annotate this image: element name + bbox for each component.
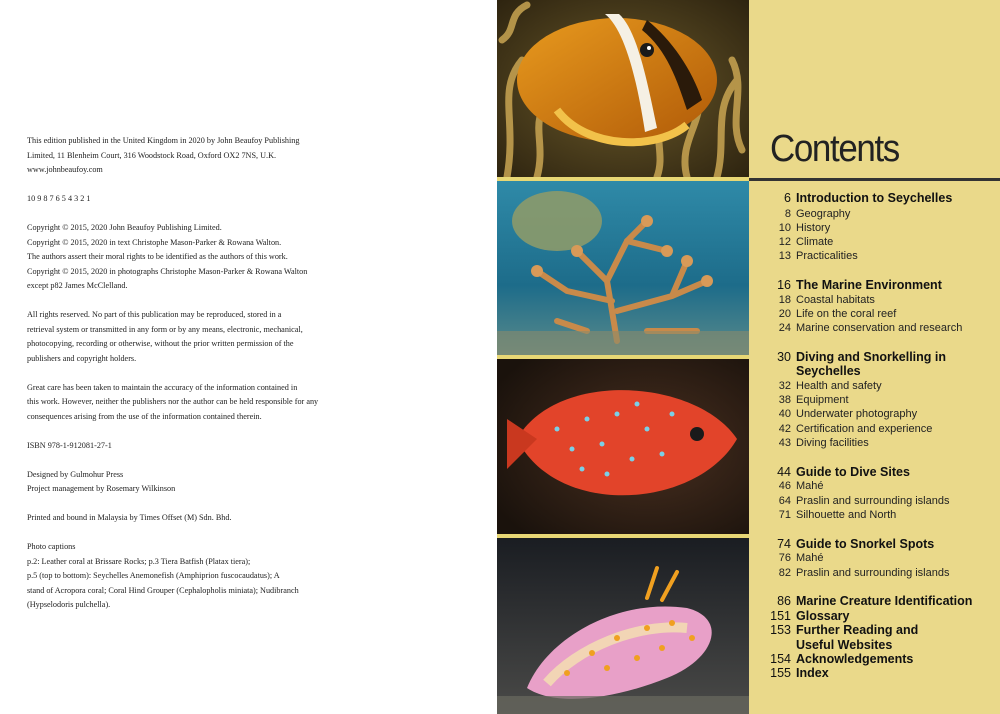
contents-section	[749, 666, 1000, 681]
page-number: 42	[778, 423, 791, 435]
imprint-paragraph	[27, 511, 347, 526]
contents-subsection	[749, 307, 1000, 322]
contents-section	[749, 609, 1000, 624]
entry-title: Diving facilities	[796, 437, 869, 449]
contents-subsection	[749, 379, 1000, 394]
imprint-line: stand of Acropora coral; Coral Hind Grouper (Cephalopholis miniata); Nudibranch	[27, 585, 299, 595]
contents-section	[749, 638, 1000, 653]
entry-title: Acknowledgements	[796, 652, 914, 666]
imprint-page	[0, 0, 497, 714]
anemonefish-photo	[497, 0, 749, 177]
photo-column	[497, 0, 749, 714]
imprint-line: photocopying, recording or otherwise, without the prior written permission of the	[27, 339, 294, 348]
entry-title: Health and safety	[796, 380, 882, 392]
entry-title: Introduction to Seychelles	[796, 191, 953, 205]
contents-section	[749, 350, 1000, 365]
coral-photo	[497, 181, 749, 355]
imprint-paragraph	[27, 439, 347, 454]
imprint-line: Printed and bound in Malaysia by Times Offset (M) Sdn. Bhd.	[27, 513, 232, 522]
grouper-photo	[497, 359, 749, 534]
entry-title: Seychelles	[796, 364, 861, 378]
entry-title: History	[796, 222, 831, 234]
contents-section	[749, 652, 1000, 667]
contents-subsection	[749, 436, 1000, 451]
imprint-line: Photo captions	[27, 542, 76, 551]
entry-title: Mahé	[796, 552, 824, 564]
imprint-line: Designed by Gulmohur Press	[27, 469, 124, 479]
imprint-line: (Hypselodoris pulchella).	[27, 600, 111, 609]
page-number: 71	[778, 509, 791, 521]
imprint-paragraph	[27, 381, 347, 425]
contents-subsection	[749, 566, 1000, 581]
contents-section	[749, 364, 1000, 379]
imprint-line: Copyright © 2015, 2020 John Beaufoy Publishing Limited.	[27, 223, 222, 232]
page-number: 12	[778, 236, 791, 248]
page-number: 74	[777, 537, 791, 551]
imprint-line: retrieval system or transmitted in any form or by any means, electronic, mechanical,	[27, 324, 303, 334]
page-number: 16	[777, 278, 791, 292]
imprint-line: Copyright © 2015, 2020 in text Christophe Mason-Parker & Rowana Walton.	[27, 237, 282, 247]
entry-title: Useful Websites	[796, 638, 893, 652]
entry-title: Praslin and surrounding islands	[796, 567, 950, 579]
contents-section	[749, 191, 1000, 206]
title-rule	[749, 178, 1000, 181]
imprint-line: Project management by Rosemary Wilkinson	[27, 484, 176, 493]
contents-page	[749, 0, 1000, 714]
page-number: 43	[778, 437, 791, 449]
entry-title: Life on the coral reef	[796, 308, 897, 320]
entry-title: Geography	[796, 208, 851, 220]
contents-subsection	[749, 479, 1000, 494]
page-number: 86	[777, 594, 791, 608]
contents-subsection	[749, 321, 1000, 336]
imprint-line: except p82 James McClelland.	[27, 281, 128, 290]
contents-subsection	[749, 235, 1000, 250]
page-number: 154	[770, 652, 791, 666]
entry-title: Underwater photography	[796, 408, 918, 420]
page-number: 8	[784, 208, 791, 220]
page-number: 153	[770, 623, 791, 637]
imprint-line: this work. However, neither the publishers nor the author can be held responsible for any	[27, 397, 319, 406]
entry-title: Diving and Snorkelling in	[796, 350, 947, 364]
contents-subsection	[749, 407, 1000, 422]
page-number: 18	[778, 294, 791, 306]
entry-title: The Marine Environment	[796, 278, 942, 292]
imprint-paragraph	[27, 308, 347, 366]
contents-subsection	[749, 207, 1000, 222]
page-number: 44	[777, 465, 791, 479]
contents-subsection	[749, 249, 1000, 264]
imprint-line: Copyright © 2015, 2020 in photographs Christophe Mason-Parker & Rowana Walton	[27, 266, 308, 276]
page-number: 40	[778, 408, 791, 420]
contents-section	[749, 623, 1000, 638]
page-number: 30	[777, 350, 791, 364]
page-number: 6	[784, 191, 791, 205]
entry-title: Practicalities	[796, 250, 858, 262]
imprint-line: Limited, 11 Blenheim Court, 316 Woodstock Road, Oxford OX2 7NS, U.K.	[27, 150, 277, 160]
contents-subsection	[749, 221, 1000, 236]
imprint-line: consequences arising from the use of the information contained therein.	[27, 411, 262, 421]
contents-subsection	[749, 494, 1000, 509]
page-number: 82	[778, 567, 791, 579]
page-number: 76	[778, 552, 791, 564]
contents-section	[749, 537, 1000, 552]
entry-title: Coastal habitats	[796, 294, 875, 306]
page-number: 24	[778, 322, 791, 334]
imprint-line: All rights reserved. No part of this publication may be reproduced, stored in a	[27, 310, 282, 319]
entry-title: Guide to Dive Sites	[796, 465, 910, 479]
imprint-line: p.2: Leather coral at Brissare Rocks; p.3 Tiera Batfish (Platax tiera);	[27, 556, 251, 566]
imprint-line: Great care has been taken to maintain the accuracy of the information contained in	[27, 382, 298, 392]
entry-title: Marine conservation and research	[796, 322, 963, 334]
entry-title: Marine Creature Identification	[796, 594, 973, 608]
page-title: Contents	[770, 128, 899, 170]
page-number: 46	[778, 480, 791, 492]
imprint-line: This edition published in the United Kingdom in 2020 by John Beaufoy Publishing	[27, 136, 300, 145]
entry-title: Mahé	[796, 480, 824, 492]
contents-section	[749, 278, 1000, 293]
imprint-line: p.5 (top to bottom): Seychelles Anemonefish (Amphiprion fuscocaudatus); A	[27, 571, 280, 580]
entry-title: Guide to Snorkel Spots	[796, 537, 935, 551]
entry-title: Climate	[796, 236, 834, 248]
imprint-line: www.johnbeaufoy.com	[27, 165, 103, 174]
contents-section	[749, 594, 1000, 609]
entry-title: Certification and experience	[796, 423, 933, 435]
page-number: 64	[778, 495, 791, 507]
imprint-paragraph	[27, 540, 347, 613]
contents-subsection	[749, 393, 1000, 408]
imprint-line: ISBN 978-1-912081-27-1	[27, 440, 112, 450]
entry-title: Index	[796, 666, 829, 680]
entry-title: Further Reading and	[796, 623, 919, 637]
contents-section	[749, 465, 1000, 480]
entry-title: Praslin and surrounding islands	[796, 495, 950, 507]
entry-title: Equipment	[796, 394, 849, 406]
contents-subsection	[749, 422, 1000, 437]
imprint-paragraph	[27, 221, 347, 294]
page-number: 32	[778, 380, 791, 392]
imprint-paragraph	[27, 192, 347, 207]
imprint-paragraph	[27, 468, 347, 497]
page-number: 151	[770, 609, 791, 623]
imprint-line: The authors assert their moral rights to be identified as the authors of this work.	[27, 252, 288, 261]
contents-subsection	[749, 551, 1000, 566]
contents-subsection	[749, 293, 1000, 308]
page-number: 155	[770, 666, 791, 680]
page-number: 10	[778, 222, 791, 234]
page-number: 20	[778, 308, 791, 320]
imprint-line: publishers and copyright holders.	[27, 353, 137, 363]
imprint-text	[27, 134, 347, 627]
imprint-paragraph	[27, 134, 347, 178]
imprint-line: 10 9 8 7 6 5 4 3 2 1	[27, 194, 91, 203]
page-number: 13	[778, 250, 791, 262]
nudibranch-photo	[497, 538, 749, 714]
page-number: 38	[778, 394, 791, 406]
entry-title: Silhouette and North	[796, 509, 897, 521]
entry-title: Glossary	[796, 609, 850, 623]
contents-subsection	[749, 508, 1000, 523]
